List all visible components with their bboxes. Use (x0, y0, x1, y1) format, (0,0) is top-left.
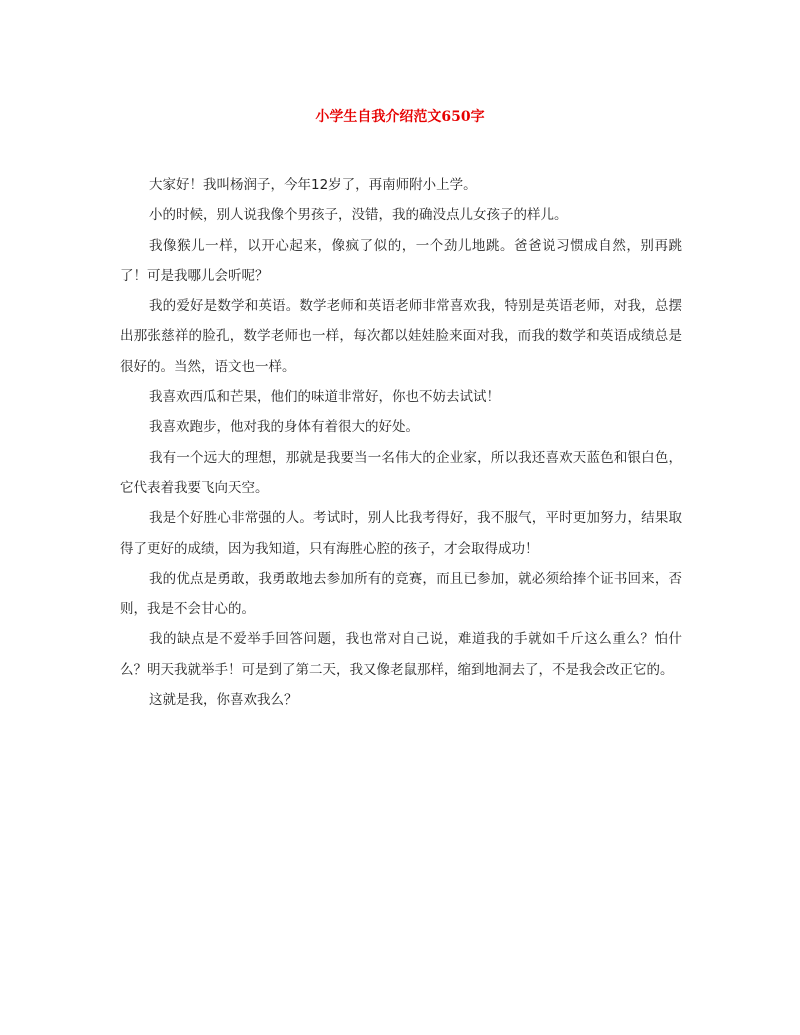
paragraph: 我喜欢跑步，他对我的身体有着很大的好处。 (149, 419, 419, 436)
paragraph: 大家好！我叫杨润子，今年12岁了，再南师附小上学。 (149, 177, 477, 193)
paragraph: 我喜欢西瓜和芒果，他们的味道非常好，你也不妨去试试！ (149, 389, 500, 406)
paragraph: 我像猴儿一样，以开心起来，像疯了似的，一个劲儿地跳。爸爸说习惯成自然，别再跳了！可是我哪儿会听呢？ (120, 237, 682, 284)
document-title: 小学生自我介绍范文650字 (315, 109, 485, 125)
paragraph: 我的优点是勇敢，我勇敢地去参加所有的竞赛，而且已参加，就必须给捧个证书回来，否则，我是不会甘心的。 (120, 570, 682, 618)
paragraph: 这就是我，你喜欢我么？ (149, 692, 298, 709)
paragraph: 我有一个远大的理想，那就是我要当一名伟大的企业家，所以我还喜欢天蓝色和银白色，它代表着我要飞向天空。 (120, 449, 682, 496)
paragraph: 小的时候，别人说我像个男孩子，没错，我的确没点儿女孩子的样儿。 (149, 207, 568, 224)
paragraph: 我是个好胜心非常强的人。考试时，别人比我考得好，我不服气，平时更加努力，结果取得了更好的成绩，因为我知道，只有海胜心腔的孩子，才会取得成功！ (120, 510, 682, 557)
paragraph: 我的缺点是不爱举手回答问题，我也常对自己说，难道我的手就如千斤这么重么？怕什么？明天我就举手！可是到了第二天，我又像老鼠那样，缩到地洞去了，不是我会改正它的。 (120, 631, 682, 678)
paragraph: 我的爱好是数学和英语。数学老师和英语老师非常喜欢我，特别是英语老师，对我，总摆出那张慈祥的脸孔，数学老师也一样，每次都以娃娃脸来面对我，而我的数学和英语成绩总是很好的。当然，语文也一样。 (120, 298, 682, 375)
document-body (120, 170, 682, 715)
